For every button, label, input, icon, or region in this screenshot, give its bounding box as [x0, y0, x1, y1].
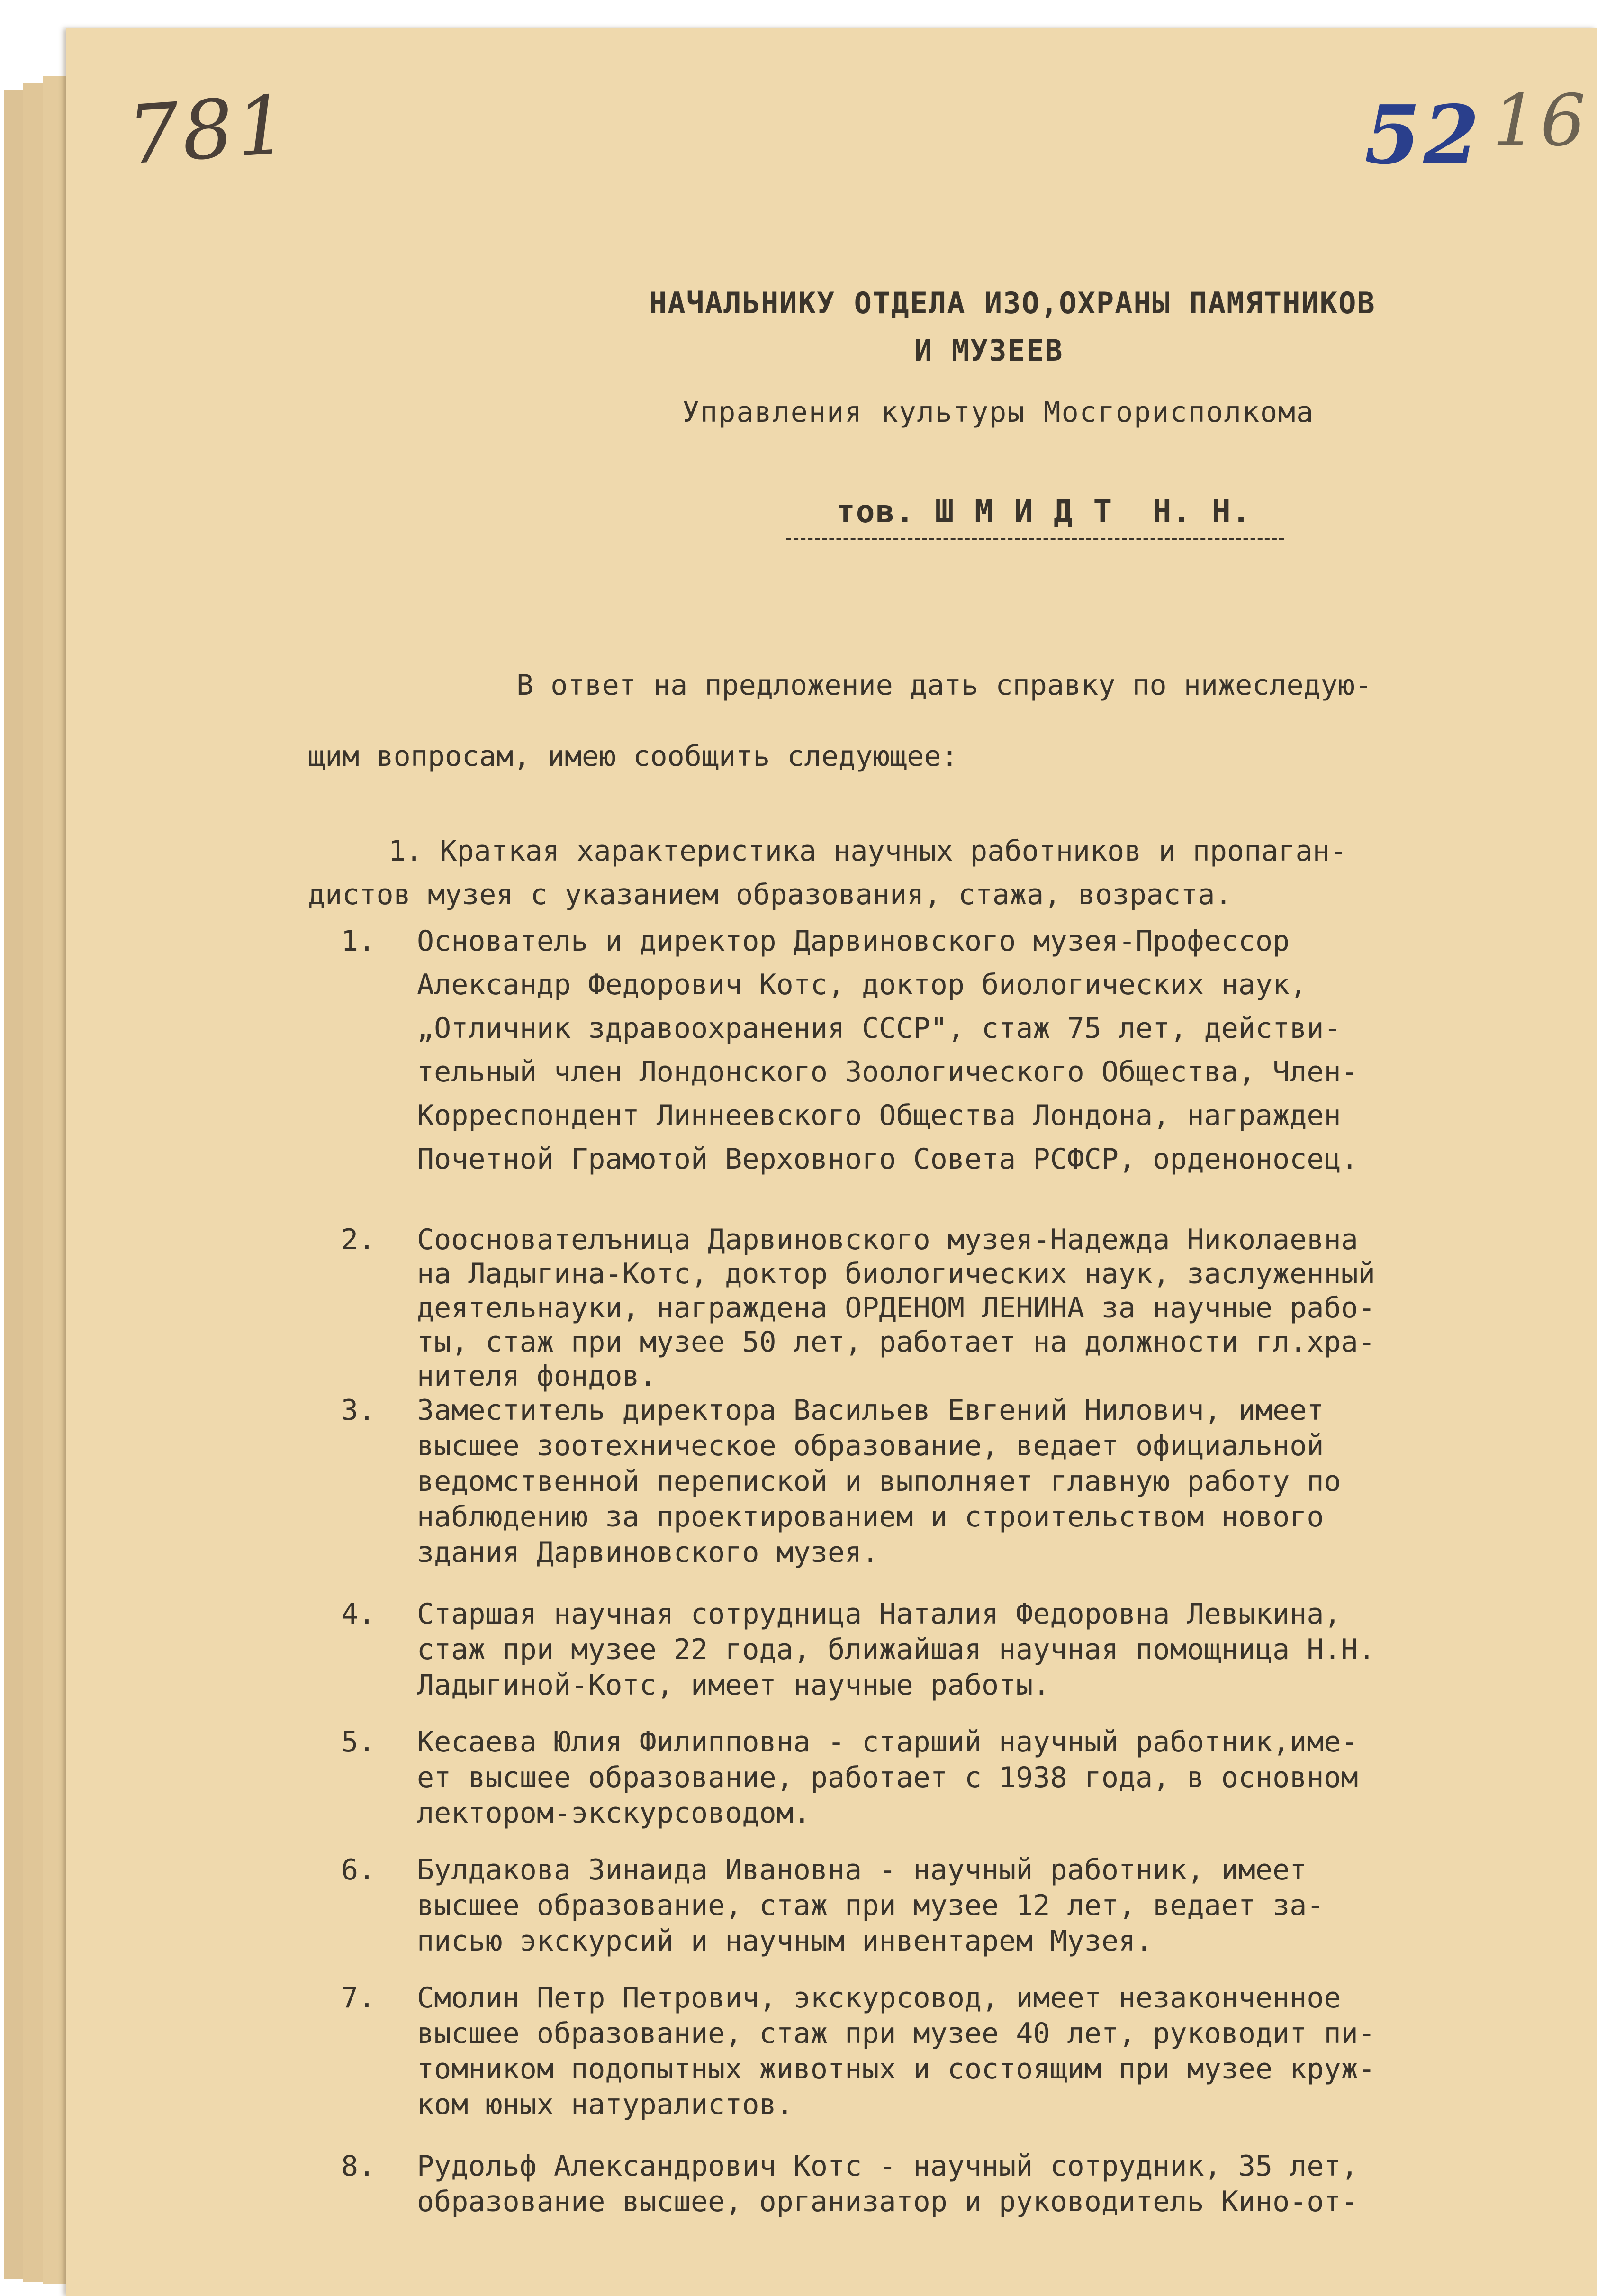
- addressee-underline: [786, 538, 1284, 540]
- item-number: 3.: [341, 1394, 376, 1427]
- intro-line-1: В ответ на предложение дать справку по нижеследую-: [516, 669, 1372, 702]
- item-line: нителя фондов.: [417, 1360, 657, 1393]
- item-line: ведомственной перепиской и выполняет главную работу по: [417, 1465, 1341, 1498]
- item-number: 4.: [341, 1597, 376, 1631]
- handwritten-page-number-blue: 52: [1364, 88, 1482, 182]
- intro-line-2: щим вопросам, имею сообщить следующее:: [308, 740, 958, 773]
- item-line: высшее образование, стаж при музее 12 лет, ведает за-: [417, 1889, 1324, 1922]
- item-number: 2.: [341, 1223, 376, 1256]
- header-department: Управления культуры Мосгорисполкома: [682, 396, 1315, 429]
- item-line: томником подопытных животных и состоящим при музее круж-: [417, 2052, 1375, 2086]
- header-addressee: тов. Ш М И Д Т Н. Н.: [836, 493, 1252, 530]
- item-number: 8.: [341, 2150, 376, 2183]
- item-line: высшее зоотехническое образование, ведает официальной: [417, 1429, 1324, 1462]
- item-line: Смолин Петр Петрович, экскурсовод, имеет незаконченное: [417, 1981, 1341, 2015]
- item-line: ты, стаж при музее 50 лет, работает на должности гл.хра-: [417, 1325, 1375, 1359]
- item-number: 5.: [341, 1725, 376, 1759]
- handwritten-archive-number: 781: [125, 78, 293, 183]
- item-line: Почетной Грамотой Верховного Совета РСФСР, орденоносец.: [417, 1143, 1358, 1176]
- section-heading-line-1: 1. Краткая характеристика научных работников и пропаган-: [388, 835, 1347, 868]
- item-line: Корреспондент Линнеевского Общества Лондона, награжден: [417, 1099, 1341, 1132]
- header-line-1: НАЧАЛЬНИКУ ОТДЕЛА ИЗО,ОХРАНЫ ПАМЯТНИКОВ: [649, 286, 1376, 320]
- item-line: высшее образование, стаж при музее 40 лет, руководит пи-: [417, 2017, 1375, 2050]
- item-line: лектором-экскурсоводом.: [417, 1797, 811, 1830]
- section-heading-line-2: дистов музея с указанием образования, стажа, возраста.: [308, 878, 1232, 911]
- item-line: Булдакова Зинаида Ивановна - научный работник, имеет: [417, 1853, 1307, 1887]
- item-line: писью экскурсий и научным инвентарем Музея.: [417, 1924, 1153, 1958]
- item-line: Заместитель директора Васильев Евгений Нилович, имеет: [417, 1394, 1324, 1427]
- item-line: Ладыгиной-Котс, имеет научные работы.: [417, 1669, 1050, 1702]
- handwritten-page-number: 16: [1492, 80, 1588, 162]
- item-line: „Отличник здравоохранения СССР", стаж 75 лет, действи-: [417, 1012, 1341, 1045]
- item-line: Сооснователъница Дарвиновского музея-Надежда Николаевна: [417, 1223, 1358, 1256]
- item-line: образование высшее, организатор и руководитель Кино-от-: [417, 2185, 1358, 2218]
- item-number: 6.: [341, 1853, 376, 1887]
- item-line: ком юных натуралистов.: [417, 2088, 794, 2121]
- item-line: тельный член Лондонского Зоологического Общества, Член-: [417, 1055, 1358, 1089]
- item-number: 7.: [341, 1981, 376, 2015]
- item-line: Рудольф Александрович Котс - научный сотрудник, 35 лет,: [417, 2150, 1358, 2183]
- item-line: наблюдению за проектированием и строительством нового: [417, 1500, 1324, 1534]
- item-number: 1.: [341, 925, 376, 958]
- item-line: Кесаева Юлия Филипповна - старший научный работник,име-: [417, 1725, 1358, 1759]
- item-line: здания Дарвиновского музея.: [417, 1536, 879, 1569]
- item-line: Основатель и директор Дарвиновского музея-Профессор: [417, 925, 1290, 958]
- item-line: Александр Федорович Котс, доктор биологических наук,: [417, 968, 1307, 1001]
- item-line: деятельнауки, награждена ОРДЕНОМ ЛЕНИНА за научные рабо-: [417, 1291, 1375, 1325]
- item-line: ет высшее образование, работает с 1938 года, в основном: [417, 1761, 1358, 1794]
- header-line-2: И МУЗЕЕВ: [914, 333, 1064, 368]
- item-line: на Ладыгина-Котс, доктор биологических наук, заслуженный: [417, 1257, 1375, 1290]
- item-line: стаж при музее 22 года, ближайшая научная помощница Н.Н.: [417, 1633, 1375, 1666]
- item-line: Старшая научная сотрудница Наталия Федоровна Левыкина,: [417, 1597, 1341, 1631]
